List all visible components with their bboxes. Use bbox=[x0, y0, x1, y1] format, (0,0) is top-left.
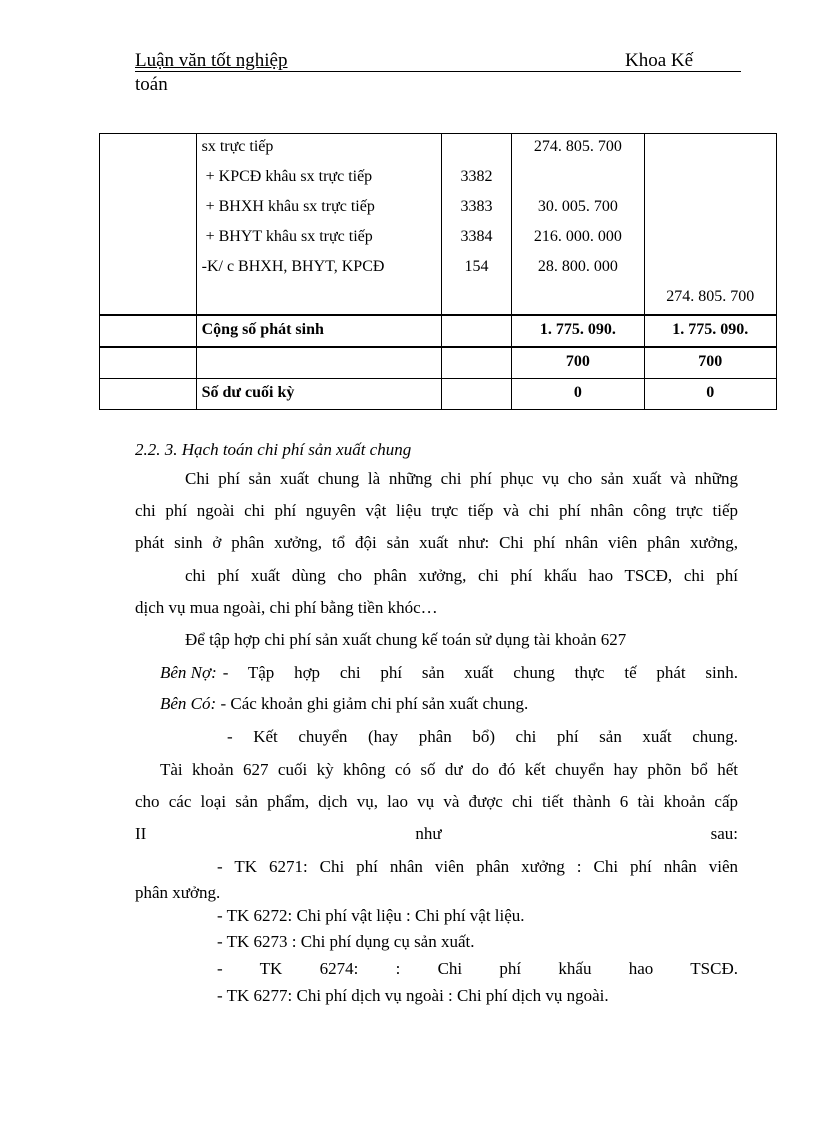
table-cell-description bbox=[196, 315, 441, 347]
total-credit: 1. 775. 090. bbox=[672, 321, 749, 338]
total-credit-cont: 700 bbox=[698, 353, 723, 370]
table-cell-blank bbox=[100, 134, 197, 316]
account-line bbox=[442, 134, 511, 164]
paragraph-line: Để tập hợp chi phí sản xuất chung kế toán sử dụng tài khoản 627 bbox=[185, 630, 627, 649]
total-debit-cont: 700 bbox=[565, 353, 590, 370]
table-cell-debit bbox=[512, 347, 644, 379]
account-line bbox=[442, 284, 511, 314]
table-cell-debit bbox=[512, 379, 644, 410]
account-line: 3384 bbox=[460, 228, 493, 245]
table-cell-credit bbox=[644, 379, 776, 410]
table-cell-credit bbox=[644, 134, 776, 316]
desc-line: -K/ c BHXH, BHYT, KPCĐ bbox=[201, 258, 385, 275]
table-cell-description bbox=[196, 134, 441, 316]
table-row-total bbox=[100, 315, 777, 347]
table-row bbox=[100, 134, 777, 316]
debit-side-label: Bên Nợ: bbox=[160, 663, 217, 682]
paragraph-line: dịch vụ mua ngoài, chi phí bằng tiền khóc… bbox=[135, 598, 438, 617]
table-cell-account bbox=[441, 134, 511, 316]
account-line-6274: - TK 6274: : Chi phí khấu hao TSCĐ. bbox=[217, 959, 738, 978]
credit-side-label: Bên Có: bbox=[160, 694, 217, 713]
table-row-total-cont bbox=[100, 347, 777, 379]
account-line: 3382 bbox=[460, 168, 493, 185]
desc-line: sx trực tiếp bbox=[201, 138, 274, 155]
paragraph-line: chi phí xuất dùng cho phân xưởng, chi phí khấu hao TSCĐ, chi phí bbox=[185, 566, 738, 585]
credit-line: 274. 805. 700 bbox=[666, 288, 755, 305]
table-cell-account bbox=[441, 347, 511, 379]
paragraph-line: Chi phí sản xuất chung là những chi phí phục vụ cho sản xuất và những bbox=[185, 469, 738, 488]
account-line-6271: - TK 6271: Chi phí nhân viên phân xưởng : Chi phí nhân viên bbox=[217, 857, 738, 876]
desc-line: + KPCĐ khâu sx trực tiếp bbox=[205, 168, 373, 185]
total-debit: 1. 775. 090. bbox=[539, 321, 616, 338]
paragraph-line: cho các loại sản phẩm, dịch vụ, lao vụ và được chi tiết thành 6 tài khoản cấp bbox=[135, 792, 738, 811]
debit-line: 274. 805. 700 bbox=[533, 138, 622, 155]
debit-line bbox=[512, 164, 643, 194]
table-cell-description bbox=[196, 379, 441, 410]
header-faculty-wrap: toán bbox=[135, 74, 168, 95]
ledger-table bbox=[99, 133, 777, 410]
closing-credit: 0 bbox=[706, 384, 715, 401]
header-rule bbox=[135, 71, 741, 72]
account-line: 154 bbox=[464, 258, 489, 275]
paragraph-line: phát sinh ở phân xưởng, tổ đội sản xuất như: Chi phí nhân viên phân xưởng, bbox=[135, 533, 738, 552]
desc-line: + BHXH khâu sx trực tiếp bbox=[205, 198, 375, 215]
debit-line: 30. 005. 700 bbox=[537, 198, 618, 215]
closing-debit: 0 bbox=[573, 384, 582, 401]
debit-line: 216. 000. 000 bbox=[533, 228, 622, 245]
table-cell-debit bbox=[512, 315, 644, 347]
credit-line bbox=[645, 164, 776, 194]
debit-side-line bbox=[160, 663, 738, 683]
table-cell-account bbox=[441, 315, 511, 347]
account-line-6272: - TK 6272: Chi phí vật liệu : Chi phí vật liệu. bbox=[217, 906, 525, 925]
account-line-6273: - TK 6273 : Chi phí dụng cụ sản xuất. bbox=[217, 932, 475, 951]
table-cell-blank bbox=[100, 347, 197, 379]
table-cell-blank bbox=[100, 315, 197, 347]
header-faculty: Khoa Kế bbox=[625, 50, 694, 71]
table-row-closing-balance bbox=[100, 379, 777, 410]
credit-line bbox=[645, 194, 776, 224]
account-line-6271-cont: phân xưởng. bbox=[135, 883, 221, 902]
total-label: Cộng số phát sinh bbox=[201, 321, 324, 338]
table-cell-credit bbox=[644, 315, 776, 347]
table-cell-account bbox=[441, 379, 511, 410]
debit-line: 28. 800. 000 bbox=[537, 258, 618, 275]
table-cell-blank bbox=[100, 379, 197, 410]
paragraph-line: - Kết chuyển (hay phân bổ) chi phí sản xuất chung. bbox=[227, 727, 738, 746]
section-title: 2.2. 3. Hạch toán chi phí sản xuất chung bbox=[135, 440, 412, 459]
closing-balance-label: Số dư cuối kỳ bbox=[201, 384, 295, 401]
credit-line bbox=[645, 224, 776, 254]
account-line-6277: - TK 6277: Chi phí dịch vụ ngoài : Chi phí dịch vụ ngoài. bbox=[217, 986, 609, 1005]
table-cell-description bbox=[196, 347, 441, 379]
paragraph-line: Tài khoản 627 cuối kỳ không có số dư do đó kết chuyển hay phõn bổ hết bbox=[160, 760, 738, 779]
credit-line bbox=[645, 134, 776, 164]
paragraph-line: chi phí ngoài chi phí nguyên vật liệu trực tiếp và chi phí nhân công trực tiếp bbox=[135, 501, 738, 520]
debit-line bbox=[512, 284, 643, 314]
page-header bbox=[135, 50, 741, 96]
desc-line: + BHYT khâu sx trực tiếp bbox=[205, 228, 373, 245]
header-thesis-title: Luận văn tốt nghiệp bbox=[135, 50, 288, 71]
credit-side-text: - Các khoản ghi giảm chi phí sản xuất chung. bbox=[220, 694, 529, 713]
credit-side-line bbox=[160, 694, 763, 714]
account-line: 3383 bbox=[460, 198, 493, 215]
credit-line bbox=[645, 254, 776, 284]
paragraph-line: II như sau: bbox=[135, 824, 738, 843]
desc-line bbox=[197, 284, 441, 314]
debit-side-text: - Tập hợp chi phí sản xuất chung thực tế phát sinh. bbox=[222, 663, 738, 682]
table-cell-credit bbox=[644, 347, 776, 379]
table-cell-debit bbox=[512, 134, 644, 316]
